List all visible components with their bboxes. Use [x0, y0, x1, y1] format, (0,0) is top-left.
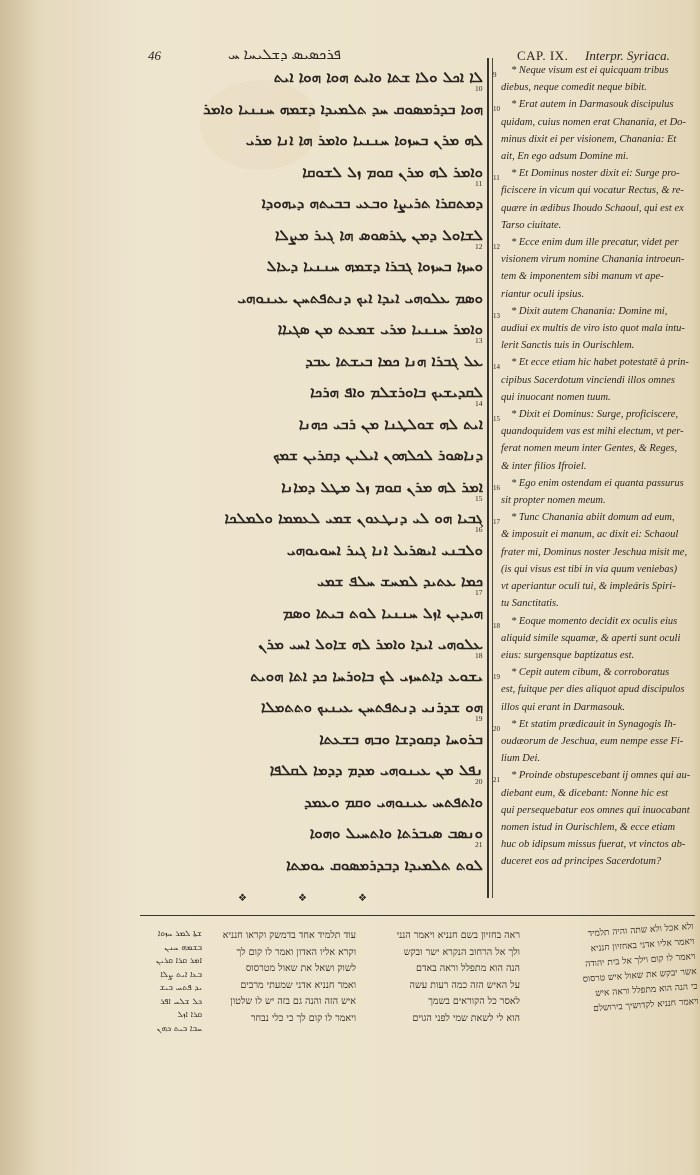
latin-text-line: (is qui visus est tibi in via quum veniebas): [501, 563, 678, 575]
latin-verse: [493, 406, 695, 475]
verse-number: 11: [493, 174, 500, 183]
latin-text-line: minus dixit ei per visionem, Chanania: Et: [501, 133, 677, 145]
hebrew-text-line: ויאמר לו קום לך כי כלי נבחר: [250, 1012, 356, 1024]
hebrew-text-line: ויאמר אליו אדני באחזיון חנניא: [590, 936, 695, 955]
latin-text-line: qui persequebatur eos omnes qui inuocabant: [501, 804, 690, 816]
hebrew-text-line: הנה הוא מתפלל וראה באדם: [415, 963, 520, 974]
latin-text-line: eius: surgensque baptizatus est.: [501, 649, 635, 661]
latin-text-line: Tarso ciuitate.: [501, 219, 562, 231]
verse-number: 15: [475, 493, 483, 503]
latin-text-line: ait, En ego adsum Domine mi.: [501, 151, 629, 163]
syriac-column: [148, 62, 483, 892]
hebrew-col-3: [370, 928, 520, 1027]
hebrew-text-line: לאסר כל הקוראים בשמך: [428, 996, 520, 1007]
latin-text-line: diebant eum, & dicebant: Nonne hic est: [501, 787, 669, 799]
hebrew-col-1: [140, 928, 202, 1036]
latin-text-line: * Ecce enim dum ille precatur, videt per: [511, 237, 679, 249]
latin-text-line: ferat nomen meum inter Gentes, & Reges,: [501, 443, 678, 455]
syriac-text-line: ܗܝܕܝܢ ܐܙܠ ܚܢܢܝܐ ܠܘܬ ܒܝܬܐ ܘܣܡ: [282, 603, 483, 622]
verse-number: 10: [493, 105, 500, 114]
syriac-running-title: ܦܪܟܣܝܣ ܕܫܠܝܚܐ ܚ: [228, 47, 341, 63]
hebrew-text-line: הוא לי לשאת שמי לפני הגוים: [412, 1012, 520, 1024]
syriac-text-line: ܢܦܠ ܡܢ ܥܝܢܘܗܝ ܡܕܡ ܕܕܡܐ ܠܩܠܦܐ: [269, 761, 483, 779]
hebrew-text-line: על האיש הזה כמה רעות עשה: [409, 979, 520, 991]
verse-number: 21: [493, 776, 500, 785]
verse-number: 18: [493, 621, 500, 630]
syriac-text-line: ܥܠ ܓܒܪܐ ܗܢܐ ܟܡܐ ܒܝܫܬܐ ܥܒܕ: [305, 351, 483, 370]
syriac-text-line: ܠܫܐܘܠ ܕܡܢ ܛܪܣܘܣ ܗܐ ܓܝܪ ܡܨܠܐ: [274, 225, 483, 244]
syriac-text-line: ܘܐܡܪ ܚܢܢܝܐ ܡܪܝ ܫܡܥܬ ܡܢ ܣܓܝܐܐ: [277, 320, 483, 338]
hebrew-text-line: ולך אל הרחוב הנקרא ישר ובקש: [403, 946, 520, 958]
syriac-text-line: ܘܣܡ ܥܠܘܗܝ ܐܝܕܐ ܐܝܟ ܕܢܬܦܬܚܢ ܥܝܢܘܗܝ: [237, 288, 483, 307]
verse-number: 12: [493, 243, 500, 252]
syriac-text-line: ܘܐܬܦܬܚ ܥܝܢܘܗܝ ܘܩܡ ܘܥܡܕ: [304, 792, 483, 811]
latin-verse: [493, 165, 695, 234]
syriac-text-line: ܐܝܬ ܠܗ ܫܘܠܛܢܐ ܡܢ ܪܒܝ ܟܗܢܐ: [298, 414, 483, 433]
syriac-text-line: ܐܡܪ ܠܗ ܡܪܢ ܩܘܡ ܙܠ ܡܛܠ ܕܡܐܢܐ: [281, 477, 483, 496]
latin-text-line: audiui ex multis de viro isto quot mala intu-: [501, 323, 685, 335]
latin-text-line: quandoquidem vas est mihi electum, vt per-: [501, 426, 684, 438]
footer-rule: [140, 915, 695, 916]
latin-verse: [493, 613, 695, 665]
syriac-text-line: ܒܪܘܚܐ ܕܩܘܕܫܐ ܘܒܗ ܒܫܥܬܐ: [319, 729, 483, 748]
latin-text-line: * Neque visum est ei quicquam tribus: [511, 65, 669, 76]
latin-text-line: tu Sanctitatis.: [501, 598, 559, 610]
hebrew-col-4: [528, 920, 699, 1021]
latin-text-line: est, fuitque per dies aliquot apud discipulos: [501, 684, 685, 696]
latin-text-line: * Et statim prædicauit in Synagogis Ih-: [511, 718, 677, 730]
hebrew-text-line: וקרא אליו האדון ואמר לו קום לך: [236, 946, 356, 958]
syriac-text-line: ܓܒܝܐ ܗܘ ܠܝ ܕܢܛܥܘܢ ܫܡܝ ܠܥܡܡܐ ܘܠܡܠܟܐ: [224, 509, 483, 527]
syriac-text-line: ܟܡܐ ܥܬܝܕ ܠܡܚܫ ܚܠܦ ܫܡܝ: [317, 572, 483, 590]
ornament-2: ❖: [298, 893, 307, 904]
latin-text-line: riantur oculi ipsius.: [501, 288, 585, 300]
latin-text-line: lerit Sanctis tuis in Ourischlem.: [501, 340, 635, 352]
verse-number: 16: [493, 483, 500, 492]
latin-verse: [493, 354, 695, 406]
hebrew-text-line: ואמר חנניא אדני שמעתי מרבים: [240, 979, 356, 991]
latin-text-line: ficiscere in vicum qui vocatur Rectus, & re-: [501, 185, 684, 197]
latin-text-line: * Et Dominus noster dixit ei: Surge pro-: [511, 168, 680, 180]
verse-number: 12: [475, 241, 483, 251]
verse-number: 19: [493, 673, 500, 682]
latin-verse: [493, 509, 695, 612]
column-heading-latin: Interpr. Syriaca.: [585, 48, 670, 63]
verse-number: 15: [493, 415, 500, 424]
syriac-text-line: ܕܢܐܣܘܪ ܠܟܠܗܘܢ ܐܝܠܝܢ ܕܩܪܝܢ ܫܡܟ: [273, 446, 483, 464]
hebrew-text-line: ܩܪܐ ܐܙܠ: [177, 1010, 202, 1020]
hebrew-text-line: ܟܠ ܫܠܚ ܐܦܪ: [160, 996, 202, 1007]
syriac-text-line: ܥܠܘܗܝ ܐܝܕܐ ܘܐܡܪ ܠܗ ܫܐܘܠ ܐܚܝ ܡܪܢ: [258, 635, 483, 653]
verse-number: 10: [475, 84, 483, 93]
verse-number: 11: [475, 178, 483, 188]
syriac-text-line: ܗܘ ܫܕܪܢܝ ܕܢܬܦܬܚܢ ܥܝܢܝܟ ܘܬܬܡܠܐ: [261, 698, 483, 716]
latin-text-line: duceret eos ad principes Sacerdotum?: [501, 856, 662, 868]
hebrew-text-line: ראה בחזיון בשם חנניא ויאמר הנני: [396, 930, 520, 941]
syriac-text-line: ܠܘܬ ܬܠܡܝܕܐ ܕܒܕܪܡܣܘܩ ܝܘܡܬܐ: [286, 855, 483, 874]
syriac-text-line: ܕܡܬܩܪܐ ܬܪܝܨܐ ܘܒܥܝ ܒܒܝܬܗ ܕܝܗܘܕܐ: [261, 194, 483, 212]
latin-text-line: qui inuocant nomen tuum.: [501, 391, 611, 403]
verse-number: 13: [475, 336, 483, 345]
verse-number: 16: [475, 525, 483, 534]
latin-text-line: & inter filios Ifroiel.: [501, 460, 587, 472]
verse-number: 19: [475, 714, 483, 723]
latin-text-line: aliquid simile squamæ, & aperti sunt oculi: [501, 632, 681, 644]
latin-text-line: & imposuit ei manum, ac dixit ei: Schaoul: [501, 529, 679, 541]
ornament-1: ❖: [238, 893, 247, 904]
latin-text-line: * Cepit autem cibum, & corroboratus: [511, 667, 670, 679]
syriac-text-line: ܝܫܘܥ ܕܐܬܚܙܝ ܠܟ ܒܐܘܪܚܐ ܟܕ ܐܬܐ ܗܘܝܬ: [250, 666, 483, 685]
latin-text-line: * Erat autem in Darmasouk discipulus: [511, 99, 674, 111]
verse-number: 18: [475, 651, 483, 660]
latin-text-line: * Proinde obstupescebant ij omnes qui au-: [511, 770, 691, 782]
latin-text-line: * Eoque momento decidit ex oculis eius: [511, 615, 678, 627]
page-number: 46: [148, 48, 161, 63]
verse-number: 13: [493, 311, 500, 320]
verse-number: 14: [493, 363, 500, 372]
verse-number: 17: [475, 588, 483, 597]
hebrew-text-line: ויאמר לו קום וילך אל בית יהודה: [584, 951, 696, 970]
chapter-heading: CAP. IX.: [517, 48, 569, 63]
latin-text-line: huc ob idipsum missus fuerat, vt vinctos ab-: [501, 839, 686, 851]
latin-verse: [493, 664, 695, 716]
hebrew-text-line: ܚܒܐ ܒܝܬ ܟܗܢ: [156, 1023, 202, 1034]
latin-text-line: quære in ædibus Ihoudo Schaoul, qui est ex: [501, 202, 684, 214]
syriac-text-line: ܘܠܒܢܝ ܐܝܣܪܝܠ ܐܢܐ ܓܝܪ ܐܚܘܝܘܗܝ: [286, 540, 483, 559]
latin-text-line: * Dixit autem Chanania: Domine mi,: [511, 305, 668, 317]
latin-text-line: * Et ecce etiam hic habet potestatē à prin-: [511, 357, 689, 369]
latin-column: [493, 62, 695, 898]
hebrew-text-line: כי הנה הוא מתפלל וראה איש: [594, 981, 699, 999]
latin-text-line: lium Dei.: [501, 753, 541, 765]
latin-verse: [493, 303, 695, 355]
latin-verse: [493, 62, 695, 96]
latin-text-line: quidam, cuius nomen erat Chanania, et Do-: [501, 116, 686, 128]
latin-text-line: oudæorum de Jeschua, eum nempe esse Fi-: [501, 735, 684, 747]
latin-verse: [493, 767, 695, 870]
hebrew-text-line: אשר יבקש את שאול איש טרסוס: [582, 966, 697, 985]
syriac-text-line: ܠܗ ܡܪܢ ܒܚܙܘܐ ܚܢܢܝܐ ܘܐܡܪ ܗܐ ܐܢܐ ܡܪܝ: [245, 131, 483, 149]
latin-text-line: cipibus Sacerdotum vinciendi illos omnes: [501, 374, 675, 386]
hebrew-text-line: ܝܕ ܦܬܚ ܒܝܫ: [159, 983, 202, 993]
hebrew-text-line: ܒܥܐ ܐܝܬ ܨܠܐ: [160, 969, 202, 980]
latin-text-line: diebus, neque comedit neque bibit.: [501, 82, 647, 94]
latin-text-line: illos qui erant in Darmasouk.: [501, 701, 625, 713]
hebrew-text-line: ולא אכל ולא שתה והיה תלמיד: [587, 921, 694, 940]
latin-verse: [493, 234, 695, 303]
latin-text-line: * Ego enim ostendam ei quanta passurus: [511, 477, 684, 489]
latin-verse: [493, 716, 695, 768]
hebrew-text-line: ܐܡܪ ܩܪܐ ܩܪܝܢ: [155, 956, 202, 966]
verse-number: 20: [475, 777, 483, 786]
latin-text-line: sit propter nomen meum.: [501, 495, 606, 507]
latin-text-line: nomen istud in Ourischlem, & ecce etiam: [501, 821, 676, 833]
column-rule: [487, 58, 489, 898]
ornament-3: ❖: [358, 893, 367, 904]
latin-text-line: vt aperiantur oculi tui, & impleáris Spiri-: [501, 581, 676, 593]
verse-number: 9: [493, 71, 497, 79]
hebrew-apparatus: [140, 920, 698, 1090]
latin-text-line: * Tunc Chanania abiit domum ad eum,: [511, 512, 675, 524]
latin-text-line: tem & imponentem sibi manum vt ape-: [501, 271, 664, 283]
syriac-text-line: ܘܢܣܒ ܣܝܒܪܬܐ ܘܐܬܚܝܠ ܘܗܘܐ: [309, 824, 483, 842]
latin-verse: [493, 96, 695, 165]
verse-number: 17: [493, 518, 500, 527]
syriac-text-line: ܘܐܡܪ ܠܗ ܡܪܢ ܩܘܡ ܙܠ ܠܫܘܩܐ: [302, 162, 483, 181]
verse-number: 14: [475, 399, 483, 408]
latin-text-line: visionem virum nomine Chanania introeun-: [501, 254, 685, 266]
hebrew-text-line: ܫܬܐ ܠܡܪ ܚܙܘܐ: [157, 929, 202, 939]
hebrew-text-line: עוד תלמיד אחד בדמשק וקראו חנניא: [222, 930, 356, 941]
hebrew-text-line: לשוק ושאל את שאול מטרסוס: [245, 963, 356, 974]
latin-text-line: * Dixit ei Dominus: Surge, proficiscere,: [511, 409, 679, 421]
hebrew-col-2: [208, 928, 356, 1027]
hebrew-text-line: ויאמר חנניא לקדושיך בירושלם: [592, 996, 700, 1015]
verse-number: 21: [475, 840, 483, 849]
verse-number: 20: [493, 724, 500, 733]
latin-verse: [493, 475, 695, 509]
syriac-text-line: ܠܐ ܐܟܠ ܘܠܐ ܫܬܐ ܘܐܝܬ ܗܘܐ ܗܘܐ ܐܝܬ: [273, 68, 483, 86]
latin-text-line: frater mi, Dominus noster Jeschua misit me,: [501, 546, 688, 558]
syriac-text-line: ܗܘܐ ܒܕܪܡܣܘܩ ܚܕ ܬܠܡܝܕܐ ܕܫܡܗ ܚܢܢܝܐ ܘܐܡܪ: [203, 99, 483, 118]
hebrew-text-line: איש הזה והנה גם בזה יש לו שלטון: [230, 996, 356, 1007]
syriac-text-line: ܘܚܙܐ ܒܚܙܘܐ ܓܒܪܐ ܕܫܡܗ ܚܢܢܝܐ ܕܥܐܠ: [266, 257, 483, 275]
syriac-text-line: ܠܩܕܝܫܝܟ ܒܐܘܪܫܠܡ ܘܐܦ ܗܪܟܐ: [310, 383, 483, 401]
hebrew-text-line: ܒܫܡܗ ܚܢܢ: [164, 942, 202, 953]
